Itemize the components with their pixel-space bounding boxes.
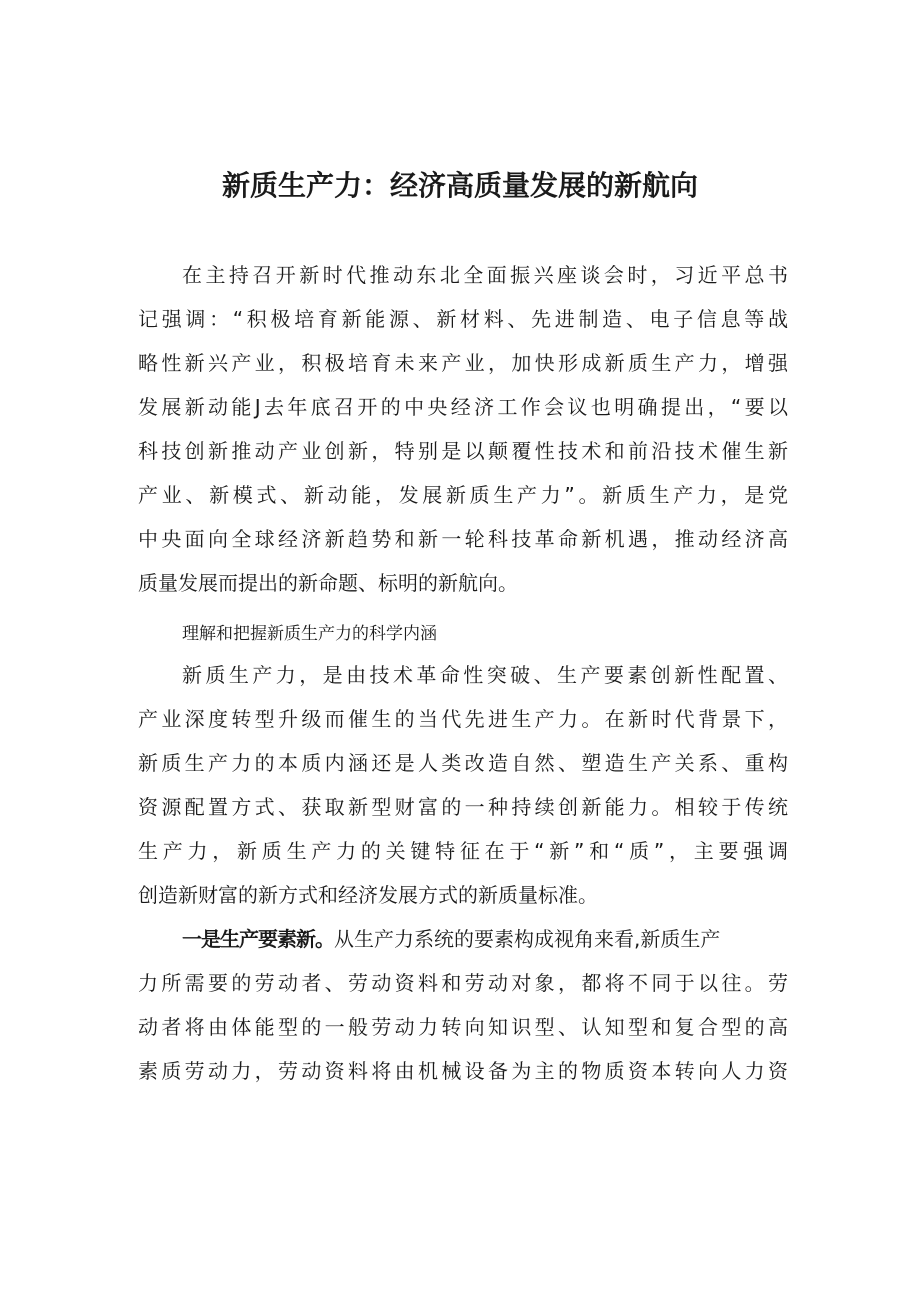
document-title: 新质生产力：经济高质量发展的新航向 <box>221 169 698 202</box>
paragraph-2-line-5: 生产力，新质生产力的关键特征在于“新”和“质”，主要强调 <box>138 839 788 863</box>
paragraph-1-line-8: 质量发展而提出的新命题、标明的新航向。 <box>138 571 518 595</box>
paragraph-1-line-6: 产业、新模式、新动能，发展新质生产力”。新质生产力，是党 <box>138 483 788 507</box>
paragraph-3-line-3: 动者将由体能型的一般劳动力转向知识型、认知型和复合型的高 <box>138 1015 788 1039</box>
paragraph-1-line-5: 科技创新推动产业创新，特别是以颠覆性技术和前沿技术催生新 <box>138 439 788 463</box>
paragraph-1-line-3: 略性新兴产业，积极培育未来产业，加快形成新质生产力，增强 <box>138 351 788 375</box>
paragraph-1-line-7: 中央面向全球经济新趋势和新一轮科技革命新机遇，推动经济高 <box>138 527 788 551</box>
section-heading: 理解和把握新质生产力的科学内涵 <box>182 624 437 644</box>
paragraph-2-line-6: 创造新财富的新方式和经济发展方式的新质量标准。 <box>138 883 598 907</box>
paragraph-3-line-1 <box>182 924 788 954</box>
paragraph-2-line-3: 新质生产力的本质内涵还是人类改造自然、塑造生产关系、重构 <box>138 751 788 775</box>
paragraph-3-line-2: 力所需要的劳动者、劳动资料和劳动对象，都将不同于以往。劳 <box>138 971 788 995</box>
paragraph-1-line-2: 记强调：“积极培育新能源、新材料、先进制造、电子信息等战 <box>138 307 788 331</box>
paragraph-3-line-1-text: 从生产力系统的要素构成视角来看,新质生产 <box>334 927 721 951</box>
paragraph-1-line-4: 发展新动能J去年底召开的中央经济工作会议也明确提出，“要以 <box>138 395 788 419</box>
paragraph-2-line-1: 新质生产力，是由技术革命性突破、生产要素创新性配置、 <box>182 663 788 687</box>
paragraph-3-line-4: 素质劳动力，劳动资料将由机械设备为主的物质资本转向人力资 <box>138 1059 788 1083</box>
paragraph-2-line-4: 资源配置方式、获取新型财富的一种持续创新能力。相较于传统 <box>138 795 788 819</box>
paragraph-3-lead: 一是生产要素新。 <box>182 927 334 951</box>
paragraph-2-line-2: 产业深度转型升级而催生的当代先进生产力。在新时代背景下， <box>138 707 788 731</box>
paragraph-1-line-1: 在主持召开新时代推动东北全面振兴座谈会时，习近平总书 <box>182 263 788 287</box>
